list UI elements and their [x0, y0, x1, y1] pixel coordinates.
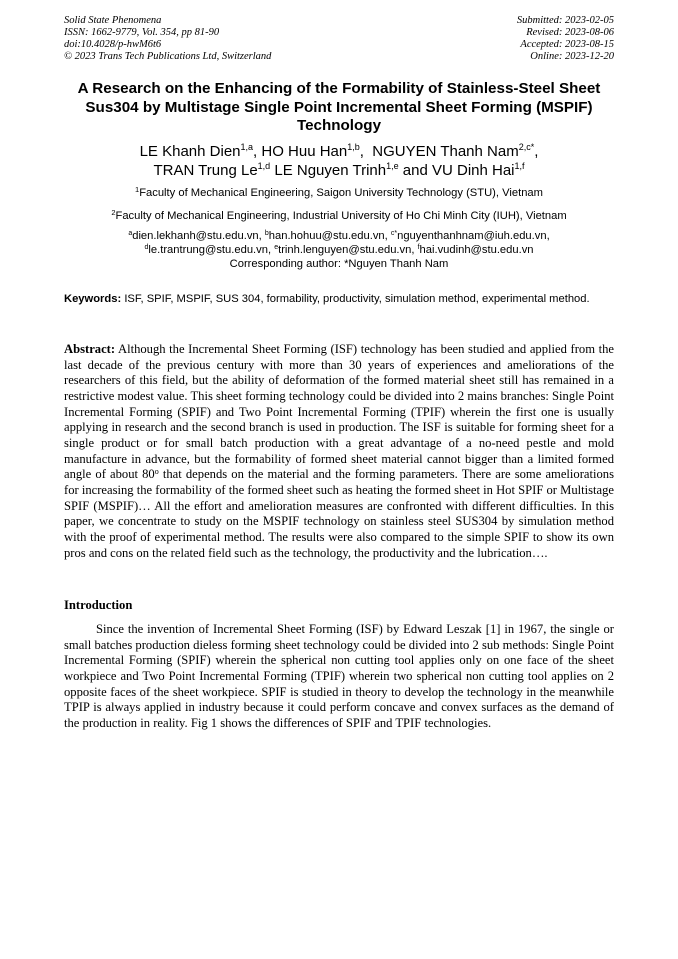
date-accepted: Accepted: 2023-08-15	[520, 39, 614, 50]
email-mark: f	[417, 244, 420, 252]
journal-copyright: © 2023 Trans Tech Publications Ltd, Switzerland	[64, 51, 272, 62]
author-list	[64, 142, 614, 180]
affiliation-1	[64, 186, 614, 200]
author-affiliation-mark: 1,f	[514, 161, 525, 171]
affiliation-2	[64, 209, 614, 223]
author-name: NGUYEN Thanh Nam	[372, 143, 519, 160]
email-mark: a	[128, 230, 133, 237]
author-name: LE Khanh Dien	[139, 143, 241, 160]
email-link[interactable]: han.hohuu@stu.edu.vn	[268, 230, 385, 242]
email-mark: b	[264, 230, 269, 237]
affiliation-text: Faculty of Mechanical Engineering, Saigon University Technology (STU), Vietnam	[139, 187, 543, 199]
keywords-text: ISF, SPIF, MSPIF, SUS 304, formability, productivity, simulation method, experimental method.	[124, 293, 590, 305]
keywords-label: Keywords:	[64, 293, 122, 305]
email-mark: e	[274, 244, 279, 252]
introduction-paragraph: Since the invention of Incremental Sheet Forming (ISF) by Edward Leszak [1] in 1967, the single or small batches production dieless forming sheet technology could be divided into 2 sub methods: Single Point Incremental Forming (SPIF) wherein the spherical non cutting tool applies only on one face of the sheet workpiece and Two Point Incremental Forming (TPIF) wherein two spherical non cutting tool applies on 2 opposite faces of the sheet workpiece. SPIF is studied in theory to develop the technology in the meanwhile TPIP is always applied in industry because it could perform concave and convex surfaces as the demand of the production in reality. Fig 1 shows the differences of SPIF and TPIF technologies.	[64, 622, 614, 730]
degree-mark: o	[154, 467, 159, 477]
journal-doi[interactable]: doi:10.4028/p-hwM6t6	[64, 39, 162, 50]
abstract-text-part2: that depends on the material and the forming parameters. There are some ameliorations for increasing the formability of the formed sheet such as heating the formed sheet in Hot SPIF or Multistage SPIF (MSPIF)… All the effort and amelioration measures are confronted with different difficulties. In this paper, we concentrate to study on the MSPIF technology on stainless steel SUS304 by simulation method with the proof of experimental method. The results were also compared to the simple SPIF to show its own pros and cons on the related field such as the technology, the productivity and the lubrication….	[64, 467, 614, 560]
affiliation-text: Faculty of Mechanical Engineering, Industrial University of Ho Chi Minh City (IUH), Vietnam	[115, 210, 567, 222]
author-line-1	[64, 142, 614, 161]
author-name: LE Nguyen Trinh	[274, 162, 387, 179]
introduction-heading: Introduction	[64, 598, 133, 612]
email-link[interactable]: hai.vudinh@stu.edu.vn	[419, 244, 534, 257]
journal-info	[64, 15, 271, 63]
affiliation-mark: 2	[111, 208, 116, 217]
author-affiliation-mark: 1,a	[240, 142, 254, 152]
email-link[interactable]: dien.lekhanh@stu.edu.vn	[132, 230, 259, 242]
journal-issn: ISSN: 1662-9779, Vol. 354, pp 81-90	[64, 27, 220, 38]
author-affiliation-mark: 2,c*	[518, 142, 535, 152]
abstract-label: Abstract:	[64, 342, 116, 356]
journal-name: Solid State Phenomena	[64, 15, 162, 26]
author-emails	[64, 229, 614, 272]
email-link[interactable]: le.trantrung@stu.edu.vn	[148, 244, 268, 257]
author-separator: ,	[253, 143, 262, 160]
email-link[interactable]: trinh.lenguyen@stu.edu.vn	[278, 244, 412, 257]
date-submitted: Submitted: 2023-02-05	[516, 15, 614, 26]
author-separator: and	[398, 162, 432, 179]
author-separator: ,	[359, 143, 369, 160]
date-revised: Revised: 2023-08-06	[526, 27, 614, 38]
author-affiliation-mark: 1,e	[386, 161, 399, 171]
email-line-2: $^d$le.trantrung@stu.edu.vn, $^e$trinh.lenguyen@stu.edu.vn, $^f$hai.vudinh@stu.edu.vn	[144, 244, 534, 257]
abstract	[64, 342, 614, 561]
email-mark: c*	[390, 230, 398, 237]
publication-dates	[517, 15, 614, 63]
author-name: VU Dinh Hai	[431, 162, 515, 179]
author-separator: ,	[534, 143, 539, 160]
email-mark: d	[144, 244, 149, 252]
author-name: HO Huu Han	[261, 143, 348, 160]
author-line-2	[64, 161, 614, 180]
author-affiliation-mark: 1,b	[347, 142, 360, 152]
abstract-text-part1: Although the Incremental Sheet Forming (ISF) technology has been studied and applied from the last decade of the previous century with more than 30 years of experiences and ameliorations of the researchers of this field, but the ability of deformation of the formed material sheet still has remained in a restrictive modest value. This sheet forming technology could be divided into 2 mains branches: Single Point Incremental Forming (SPIF) and Two Point Incremental Forming (TPIF) wherein the first one is usually applying in research and the second branch is used in production. The ISF is suitable for forming sheet for a single product or for small batch production with a great advantage of a no-need pestle and mold manufacture in advance, but the formability of formed sheet material cannot bigger than a limited formed angle of about 80	[64, 342, 614, 482]
paper-title: A Research on the Enhancing of the Formability of Stainless-Steel Sheet Sus304 by Multistage Single Point Incremental Sheet Forming (MSPIF) Technology	[77, 80, 601, 134]
email-link[interactable]: nguyenthanhnam@iuh.edu.vn	[397, 230, 547, 242]
email-line-1: $^a$dien.lekhanh@stu.edu.vn, $^b$han.hohuu@stu.edu.vn, $^{c*}$nguyenthanhnam@iuh.edu.vn,	[128, 230, 550, 242]
affiliation-mark: 1	[135, 185, 140, 194]
date-online: Online: 2023-12-20	[530, 51, 614, 62]
author-name: TRAN Trung Le	[153, 162, 258, 179]
corresponding-author: Corresponding author: *Nguyen Thanh Nam	[229, 258, 449, 271]
keywords	[64, 292, 614, 307]
author-affiliation-mark: 1,d	[257, 161, 271, 171]
